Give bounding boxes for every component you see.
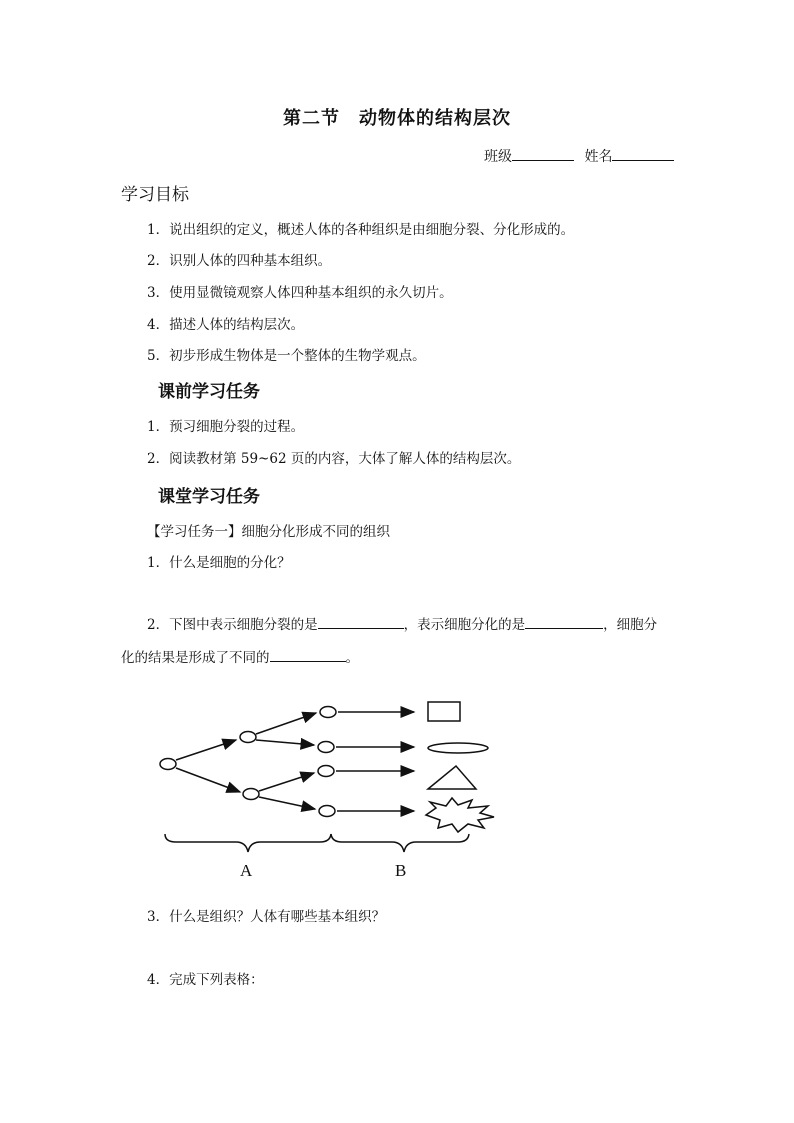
label-b: B	[395, 861, 407, 880]
cell-ellipse	[243, 789, 259, 800]
flat-ellipse-shape	[428, 743, 488, 753]
question-1: 1．什么是细胞的分化？	[147, 555, 291, 571]
arrow	[259, 773, 314, 791]
question-4: 4．完成下列表格：	[147, 972, 264, 988]
task1-heading: 【学习任务一】细胞分化形成不同的组织	[147, 524, 390, 540]
q2-text-a: 2．下图中表示细胞分裂的是	[147, 617, 318, 633]
objectives-heading: 学习目标	[121, 185, 189, 205]
cell-ellipse	[319, 806, 335, 817]
pre-class-heading: 课前学习任务	[158, 382, 260, 402]
arrow	[256, 740, 314, 745]
class-label: 班级	[484, 149, 512, 165]
cell-ellipse	[240, 732, 256, 743]
star-shape	[426, 798, 494, 832]
arrow	[176, 768, 240, 792]
name-label: 姓名	[584, 149, 613, 165]
pre-class-item: 2．阅读教材第 59~62 页的内容，大体了解人体的结构层次。	[147, 451, 521, 467]
objective-item: 2．识别人体的四种基本组织。	[147, 253, 332, 269]
brace-a	[165, 834, 331, 852]
arrow	[176, 740, 236, 760]
cell-ellipse	[318, 742, 334, 753]
arrow	[256, 713, 316, 734]
pre-class-item: 1．预习细胞分裂的过程。	[147, 419, 305, 435]
label-a: A	[240, 861, 253, 880]
in-class-heading: 课堂学习任务	[158, 487, 260, 507]
rectangle-shape	[428, 702, 460, 721]
triangle-shape	[428, 766, 476, 789]
cell-ellipse	[318, 766, 334, 777]
objective-item: 1．说出组织的定义，概述人体的各种组织是由细胞分裂、分化形成的。	[147, 222, 575, 238]
cell-ellipse	[160, 759, 176, 770]
q2-text-b: ，表示细胞分化的是	[403, 617, 526, 633]
objective-item: 3．使用显微镜观察人体四种基本组织的永久切片。	[147, 285, 453, 301]
question-3: 3．什么是组织？人体有哪些基本组织？	[147, 909, 386, 925]
q2-text-end: 。	[345, 650, 359, 666]
brace-b	[331, 834, 469, 852]
q2-text-c: ，细胞分	[603, 617, 658, 633]
q2-text-d: 化的结果是形成了不同的	[121, 650, 270, 666]
arrow	[259, 797, 315, 809]
cell-ellipse	[320, 707, 336, 718]
objective-item: 4．描述人体的结构层次。	[147, 317, 305, 333]
page-title: 第二节 动物体的结构层次	[283, 108, 511, 129]
objective-item: 5．初步形成生物体是一个整体的生物学观点。	[147, 348, 426, 364]
